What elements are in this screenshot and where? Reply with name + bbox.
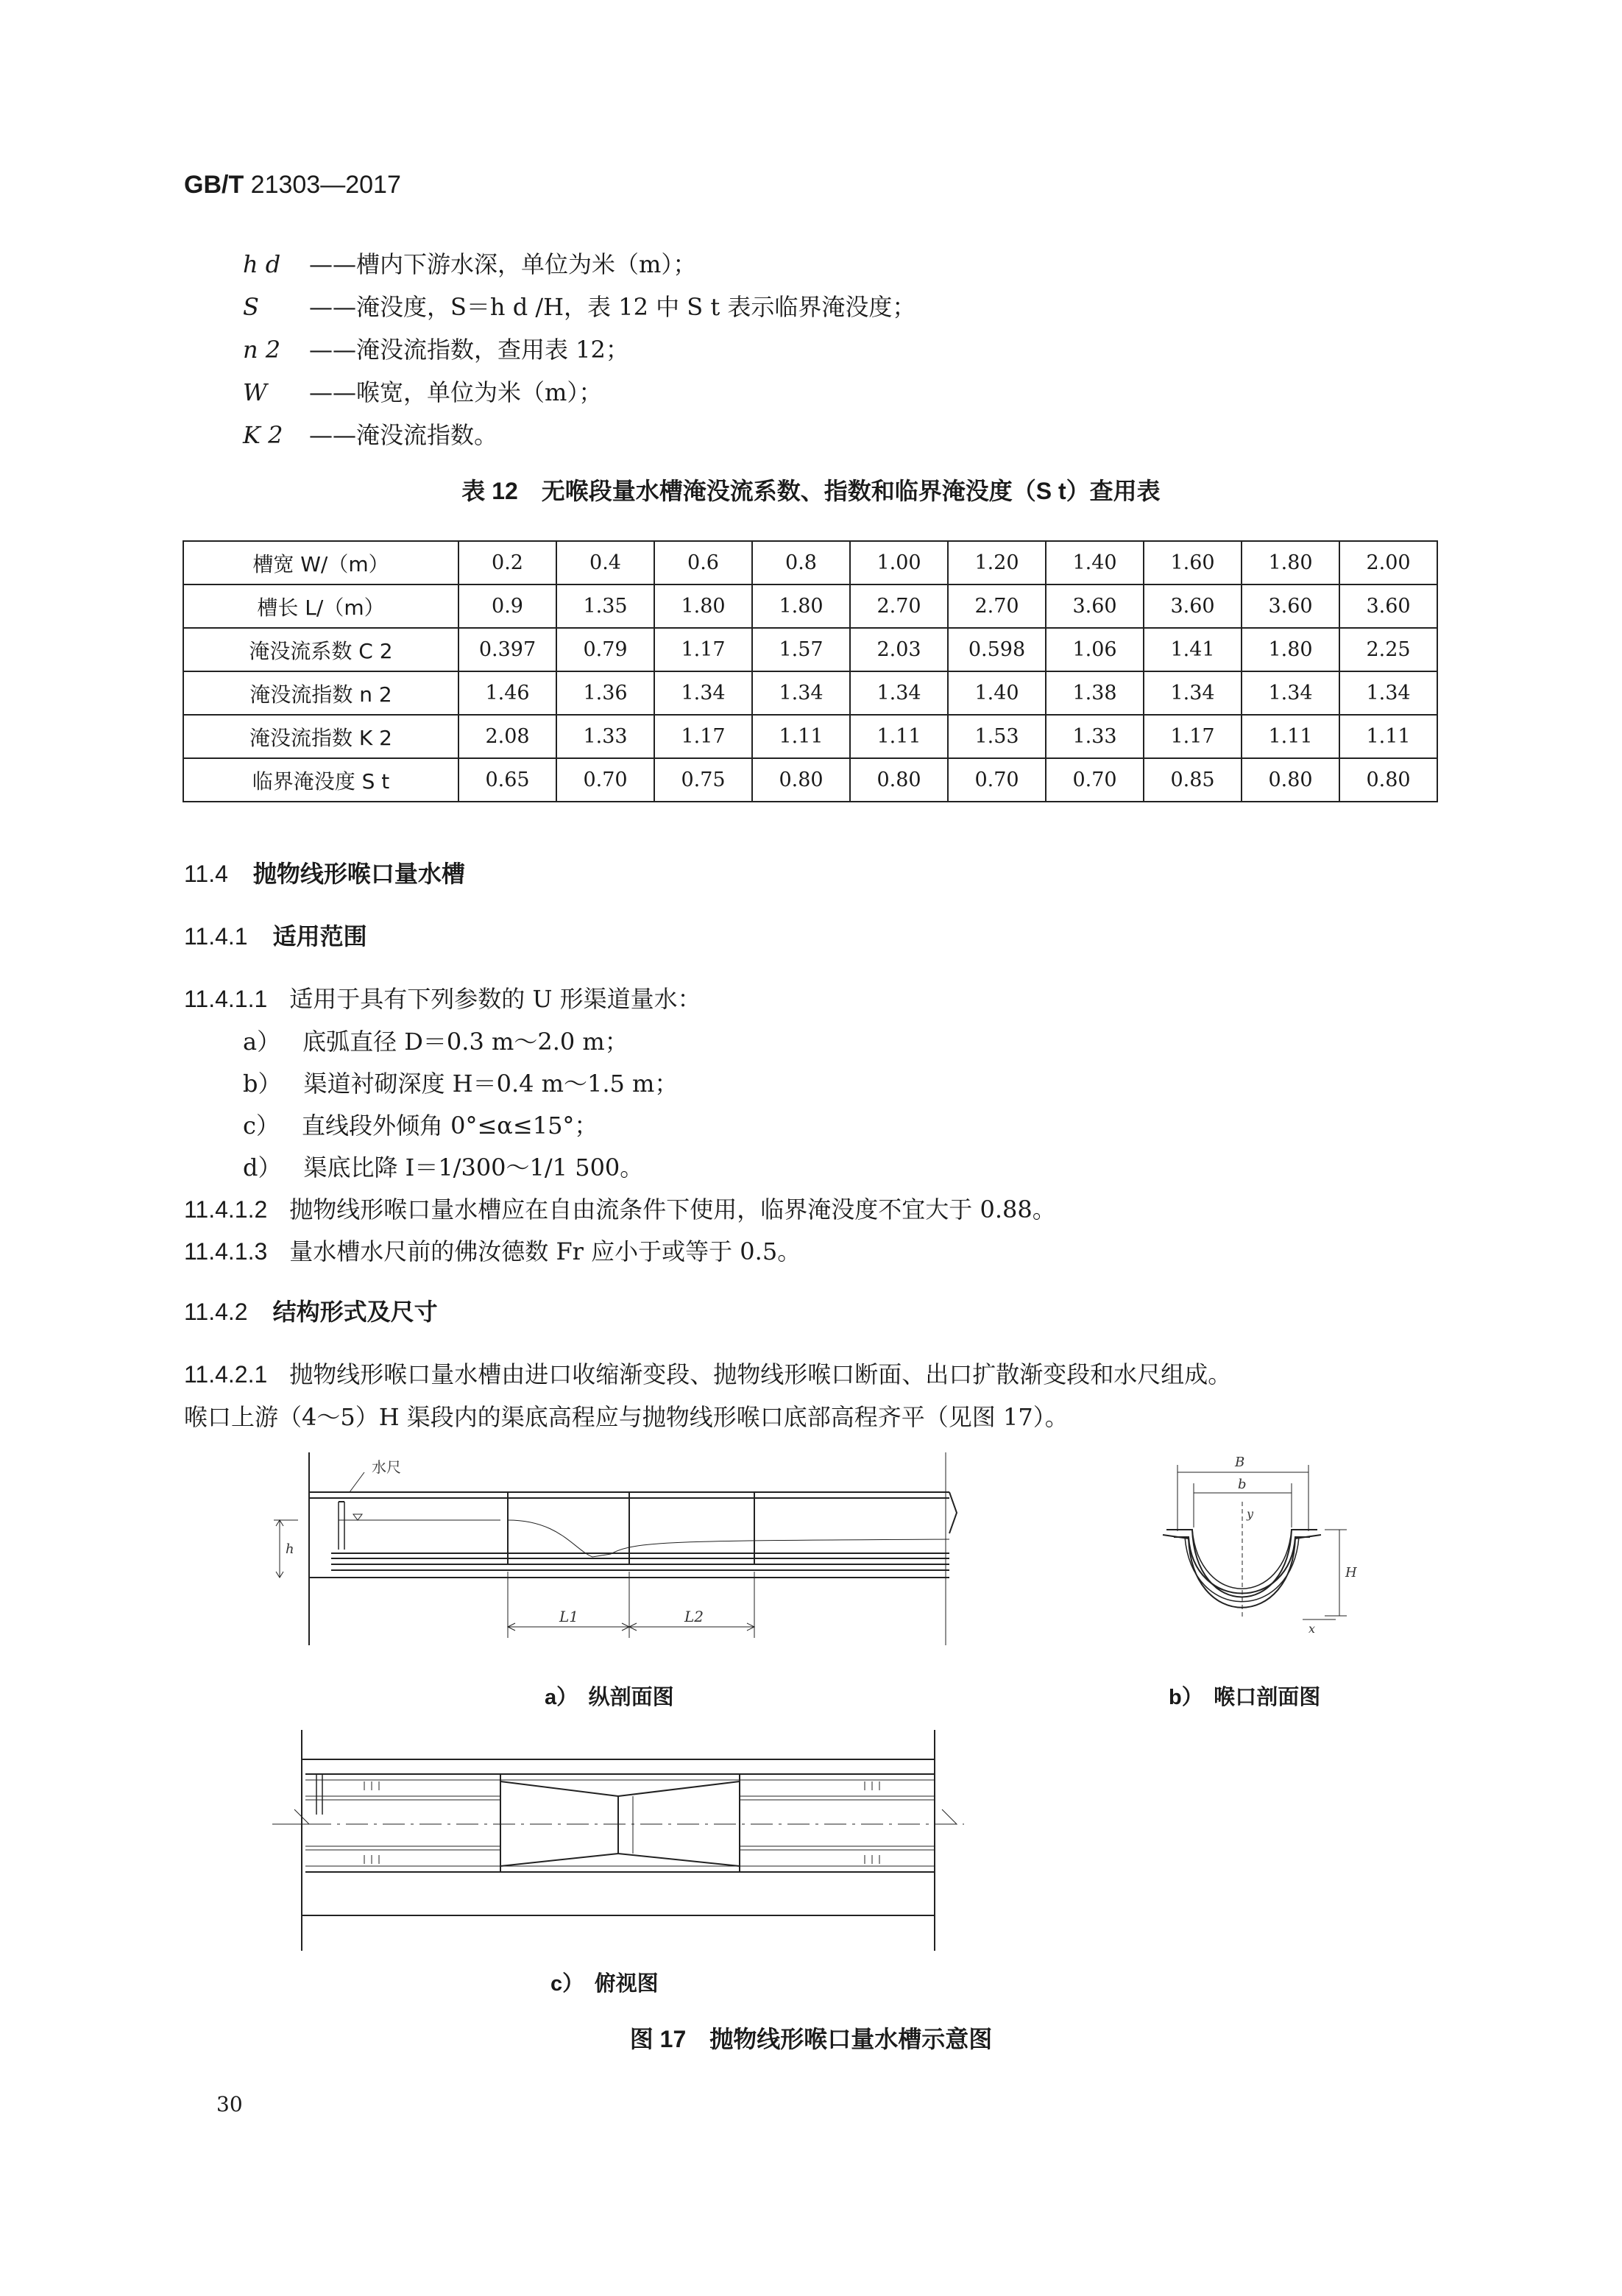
definition-symbol: h d: [243, 250, 281, 278]
table-cell: 2.08: [458, 715, 556, 758]
table-cell: 0.75: [654, 758, 752, 802]
definition-n2: [243, 328, 629, 371]
table-cell: 2.25: [1339, 628, 1437, 671]
table-cell: 3.60: [1339, 584, 1437, 628]
list-text: 渠道衬砌深度 H＝0.4 m～1.5 m；: [303, 1070, 679, 1098]
list-item-c: [243, 1107, 598, 1141]
section-title: 结构形式及尺寸: [272, 1299, 438, 1325]
clause-number: 11.4.1.1: [184, 986, 268, 1012]
table-cell: 1.41: [1144, 628, 1242, 671]
list-text: 渠底比降 I＝1/300～1/1 500。: [303, 1154, 644, 1181]
definition-text: ——淹没流指数。: [309, 421, 498, 449]
definition-hd: [243, 243, 696, 286]
table-cell: 0.85: [1144, 758, 1242, 802]
table-cell: 1.40: [948, 671, 1046, 715]
figure-caption: 图 17 抛物线形喉口量水槽示意图: [629, 2026, 993, 2052]
axis-y-label: y: [1247, 1507, 1254, 1521]
caption-a: a） 纵剖面图: [545, 1686, 674, 1709]
table-cell: 1.80: [1242, 541, 1339, 584]
definition-w: [243, 371, 602, 414]
table-cell: 2.70: [948, 584, 1046, 628]
table-cell: 0.8: [752, 541, 850, 584]
standard-number: 21303—2017: [250, 171, 401, 199]
table-cell: 1.11: [752, 715, 850, 758]
list-marker: c）: [243, 1112, 280, 1140]
page-number: 30: [216, 2092, 243, 2116]
table-cell: 1.00: [850, 541, 948, 584]
row-label: 淹没流指数 n 2: [183, 671, 458, 715]
definition-symbol: S: [243, 293, 259, 321]
definition-s: [243, 286, 916, 328]
clause-text: 抛物线形喉口量水槽应在自由流条件下使用，临界淹没度不宜大于 0.88。: [289, 1195, 1056, 1223]
ruler-label: 水尺: [372, 1458, 401, 1476]
table-cell: 0.70: [948, 758, 1046, 802]
table-cell: 1.33: [1046, 715, 1144, 758]
definition-text: ——淹没度，S＝h d /H，表 12 中 S t 表示临界淹没度；: [309, 293, 916, 321]
clause-text: 适用于具有下列参数的 U 形渠道量水：: [289, 985, 701, 1013]
table-cell: 1.11: [1242, 715, 1339, 758]
table-row: [183, 541, 1437, 584]
definition-symbol: n 2: [243, 336, 281, 364]
row-label: 临界淹没度 S t: [183, 758, 458, 802]
clause-11-4-1-2: [184, 1191, 1056, 1225]
table-cell: 0.9: [458, 584, 556, 628]
table-cell: 1.34: [654, 671, 752, 715]
table-cell: 1.80: [1242, 628, 1339, 671]
section-number: 11.4.1: [184, 923, 248, 950]
axis-x-label: x: [1308, 1622, 1316, 1636]
table-row: [183, 715, 1437, 758]
clause-number: 11.4.2.1: [184, 1361, 268, 1388]
table-cell: 0.70: [556, 758, 654, 802]
depth-h-label: h: [286, 1541, 294, 1557]
table-cell: 0.6: [654, 541, 752, 584]
definition-k2: [243, 414, 497, 456]
table-12: [183, 540, 1438, 802]
table-cell: 0.80: [752, 758, 850, 802]
list-marker: a）: [243, 1028, 281, 1056]
definition-text: ——槽内下游水深，单位为米（m）；: [309, 250, 697, 278]
table-cell: 1.46: [458, 671, 556, 715]
table-cell: 1.34: [1242, 671, 1339, 715]
standard-prefix: GB/T: [184, 171, 244, 199]
table-cell: 1.34: [752, 671, 850, 715]
table-cell: 2.00: [1339, 541, 1437, 584]
table-cell: 2.70: [850, 584, 948, 628]
caption-c: c） 俯视图: [550, 1972, 659, 1996]
figure-longitudinal-section: [265, 1447, 971, 1653]
table-cell: 0.80: [1339, 758, 1437, 802]
list-item-a: [243, 1023, 628, 1057]
table-cell: 1.33: [556, 715, 654, 758]
table-cell: 3.60: [1046, 584, 1144, 628]
table-cell: 1.57: [752, 628, 850, 671]
standard-code: [184, 171, 401, 199]
figure-plan-view: [265, 1723, 971, 1958]
table-cell: 3.60: [1242, 584, 1339, 628]
clause-11-4-1-1: [184, 981, 701, 1014]
table-cell: 0.70: [1046, 758, 1144, 802]
table-cell: 1.17: [1144, 715, 1242, 758]
table-cell: 1.11: [850, 715, 948, 758]
section-title: 适用范围: [272, 923, 367, 950]
list-item-d: [243, 1149, 643, 1183]
table-row: [183, 628, 1437, 671]
table-cell: 1.60: [1144, 541, 1242, 584]
table-cell: 0.79: [556, 628, 654, 671]
section-number: 11.4: [184, 861, 228, 887]
table-cell: 1.34: [850, 671, 948, 715]
table-cell: 1.53: [948, 715, 1046, 758]
table-cell: 0.80: [850, 758, 948, 802]
table-cell: 0.2: [458, 541, 556, 584]
section-number: 11.4.2: [184, 1299, 248, 1325]
row-label: 淹没流系数 C 2: [183, 628, 458, 671]
table-cell: 3.60: [1144, 584, 1242, 628]
list-marker: b）: [243, 1070, 282, 1098]
caption-b: b） 喉口剖面图: [1169, 1686, 1321, 1709]
table-cell: 1.20: [948, 541, 1046, 584]
table-cell: 0.4: [556, 541, 654, 584]
table-cell: 1.34: [1339, 671, 1437, 715]
length-l1-label: L1: [559, 1608, 579, 1625]
table-cell: 1.40: [1046, 541, 1144, 584]
figure-throat-section: [1148, 1450, 1391, 1649]
table-cell: 1.38: [1046, 671, 1144, 715]
clause-text: 量水槽水尺前的佛汝德数 Fr 应小于或等于 0.5。: [289, 1237, 801, 1265]
length-l2-label: L2: [684, 1608, 704, 1625]
section-11-4-1: [184, 918, 367, 952]
table-cell: 1.17: [654, 715, 752, 758]
table-cell: 1.11: [1339, 715, 1437, 758]
row-label: 槽长 L/（m）: [183, 584, 458, 628]
table-cell: 1.36: [556, 671, 654, 715]
clause-continuation: 喉口上游（4～5）H 渠段内的渠底高程应与抛物线形喉口底部高程齐平（见图 17）。: [184, 1403, 1069, 1431]
table-row: [183, 671, 1437, 715]
table-cell: 1.35: [556, 584, 654, 628]
clause-number: 11.4.1.2: [184, 1196, 268, 1223]
table-cell: 0.397: [458, 628, 556, 671]
table-cell: 1.06: [1046, 628, 1144, 671]
table-row: [183, 584, 1437, 628]
width-b-outer-label: B: [1235, 1455, 1245, 1470]
definition-symbol: W: [243, 378, 267, 406]
height-h-label: H: [1345, 1565, 1357, 1580]
table-row: [183, 758, 1437, 802]
clause-11-4-2-1: [184, 1356, 1231, 1390]
list-text: 直线段外倾角 0°≤α≤15°；: [301, 1112, 598, 1140]
table-cell: 2.03: [850, 628, 948, 671]
definition-text: ——淹没流指数，查用表 12；: [309, 336, 629, 364]
table-cell: 1.34: [1144, 671, 1242, 715]
list-item-b: [243, 1065, 678, 1099]
table-cell: 0.80: [1242, 758, 1339, 802]
list-marker: d）: [243, 1154, 282, 1181]
section-11-4: [184, 855, 465, 889]
section-11-4-2: [184, 1293, 438, 1327]
clause-text: 抛物线形喉口量水槽由进口收缩渐变段、抛物线形喉口断面、出口扩散渐变段和水尺组成。: [289, 1360, 1232, 1388]
definition-text: ——喉宽，单位为米（m）；: [309, 378, 603, 406]
table-cell: 1.17: [654, 628, 752, 671]
table-cell: 1.80: [752, 584, 850, 628]
row-label: 槽宽 W/（m）: [183, 541, 458, 584]
table-cell: 0.598: [948, 628, 1046, 671]
width-b-inner-label: b: [1238, 1477, 1247, 1492]
list-text: 底弧直径 D＝0.3 m～2.0 m；: [302, 1028, 628, 1056]
clause-11-4-1-3: [184, 1233, 801, 1267]
row-label: 淹没流指数 K 2: [183, 715, 458, 758]
table-caption: 表 12 无喉段量水槽淹没流系数、指数和临界淹没度（S t）查用表: [461, 478, 1161, 504]
table-cell: 0.65: [458, 758, 556, 802]
table-cell: 1.80: [654, 584, 752, 628]
definition-symbol: K 2: [243, 421, 283, 449]
clause-number: 11.4.1.3: [184, 1238, 268, 1265]
section-title: 抛物线形喉口量水槽: [252, 861, 465, 887]
